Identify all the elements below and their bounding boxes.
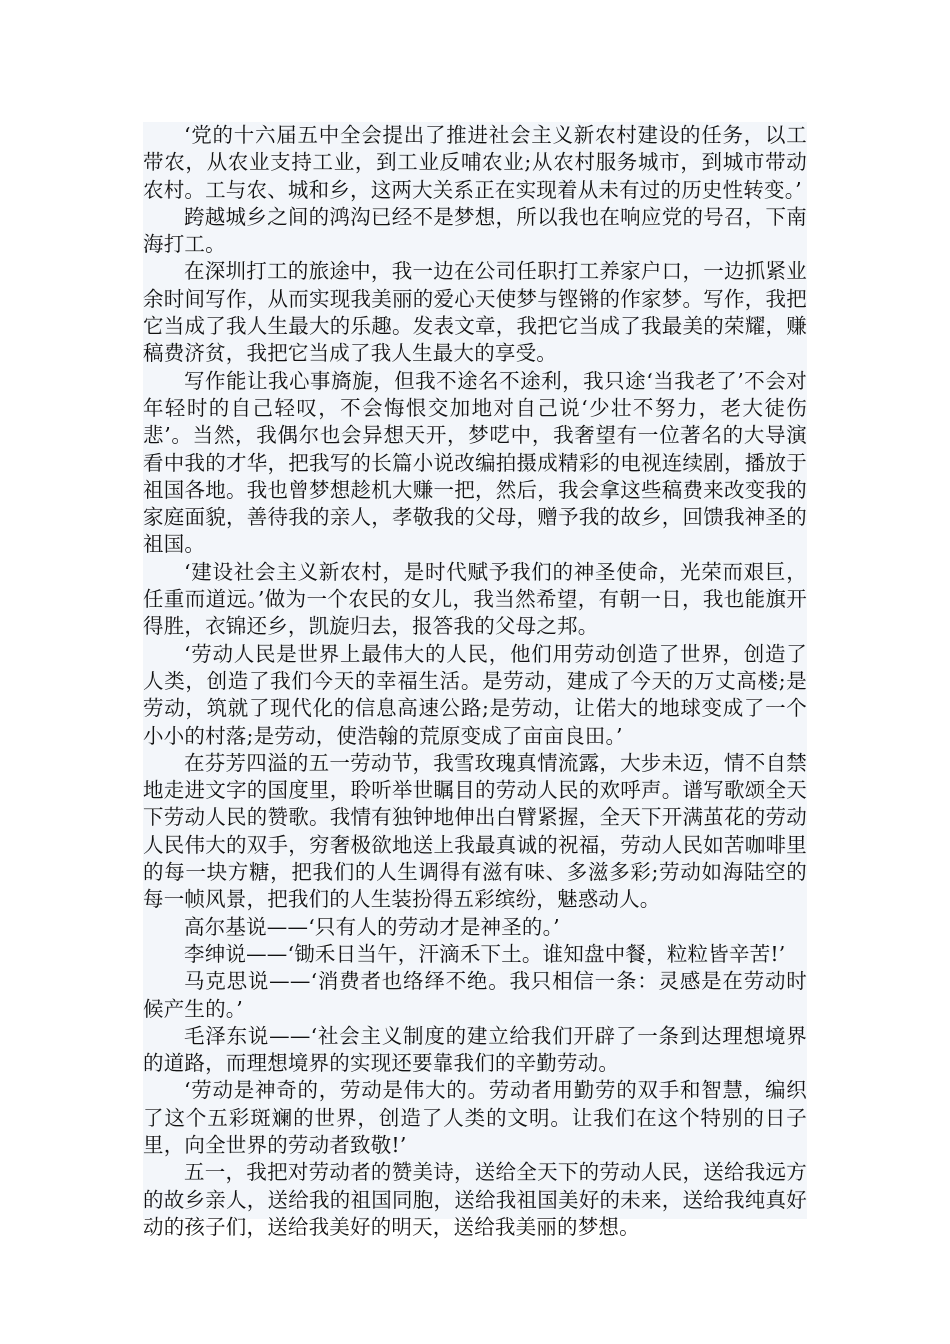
- paragraph: ‘党的十六届五中全会提出了推进社会主义新农村建设的任务，以工带农，从农业支持工业，到工业反哺农业;从农村服务城市，到城市带动农村。工与农、城和乡，这两大关系正在实现着从未有过的历史性转变。’: [143, 123, 807, 202]
- quote-gorky: 高尔基说——‘只有人的劳动才是神圣的。’: [184, 914, 560, 939]
- quote-lishen: 李绅说——‘锄禾日当午，汗滴禾下土。谁知盘中餐，粒粒皆辛苦!’: [184, 941, 786, 966]
- quote-marx: 马克思说——‘消费者也络绎不绝。我只相信一条：灵感是在劳动时候产生的。’: [143, 969, 807, 1021]
- paragraph: ‘劳动人民是世界上最伟大的人民，他们用劳动创造了世界，创造了人类，创造了我们今天的幸福生活。是劳动，建成了今天的万丈高楼;是劳动，筑就了现代化的信息高速公路;是劳动，让偌大的地球变成了一个小小的村落;是劳动，使浩翰的荒原变成了亩亩良田。’: [143, 641, 807, 748]
- paragraph: 在芬芳四溢的五一劳动节，我雪玫瑰真情流露，大步未迈，情不自禁地走进文字的国度里，聆听举世瞩目的劳动人民的欢呼声。谱写歌颂全天下劳动人民的赞歌。我情有独钟地伸出白臂紧握，全天下开满茧花的劳动人民伟大的双手，穷奢极欲地送上我最真诚的祝福，劳动人民如苦咖啡里的每一块方糖，把我们的人生调得有滋有味、多滋多彩;劳动如海陆空的每一帧风景，把我们的人生装扮得五彩缤纷，魅惑动人。: [143, 750, 807, 912]
- paragraph: 写作能让我心事旖旎，但我不途名不途利，我只途‘当我老了’不会对年轻时的自己轻叹，不会悔恨交加地对自己说‘少壮不努力，老大徒伤悲’。当然，我偶尔也会异想天开，梦呓中，我奢望有一位著名的大导演看中我的才华，把我写的长篇小说改编拍摄成精彩的电视连续剧，播放于祖国各地。我也曾梦想趁机大赚一把，然后，我会拿这些稿费来改变我的家庭面貌，善待我的亲人，孝敬我的父母，赠予我的故乡，回馈我神圣的祖国。: [143, 368, 807, 557]
- closing-paragraph: 五一，我把对劳动者的赞美诗，送给全天下的劳动人民，送给我远方的故乡亲人，送给我的祖国同胞，送给我祖国美好的未来，送给我纯真好动的孩子们，送给我美好的明天，送给我美丽的梦想。: [143, 1160, 807, 1239]
- paragraph: 在深圳打工的旅途中，我一边在公司任职打工养家户口，一边抓紧业余时间写作，从而实现我美丽的爱心天使梦与铿锵的作家梦。写作，我把它当成了我人生最大的乐趣。发表文章，我把它当成了我最美的荣耀，赚稿费济贫，我把它当成了我人生最大的享受。: [143, 259, 807, 366]
- paragraph: ‘劳动是神奇的，劳动是伟大的。劳动者用勤劳的双手和智慧，编织了这个五彩斑斓的世界，创造了人类的文明。让我们在这个特别的日子里，向全世界的劳动者致敬!’: [143, 1078, 807, 1157]
- quote-mao: 毛泽东说——‘社会主义制度的建立给我们开辟了一条到达理想境界的道路，而理想境界的实现还要靠我们的辛勤劳动。: [143, 1023, 807, 1076]
- paragraph: ‘建设社会主义新农村，是时代赋予我们的神圣使命，光荣而艰巨，任重而道远。’做为一个农民的女儿，我当然希望，有朝一日，我也能旗开得胜，衣锦还乡，凯旋归去，报答我的父母之邦。: [143, 559, 807, 639]
- document-body: [143, 122, 807, 1239]
- paragraph: 跨越城乡之间的鸿沟已经不是梦想，所以我也在响应党的号召，下南海打工。: [143, 204, 807, 257]
